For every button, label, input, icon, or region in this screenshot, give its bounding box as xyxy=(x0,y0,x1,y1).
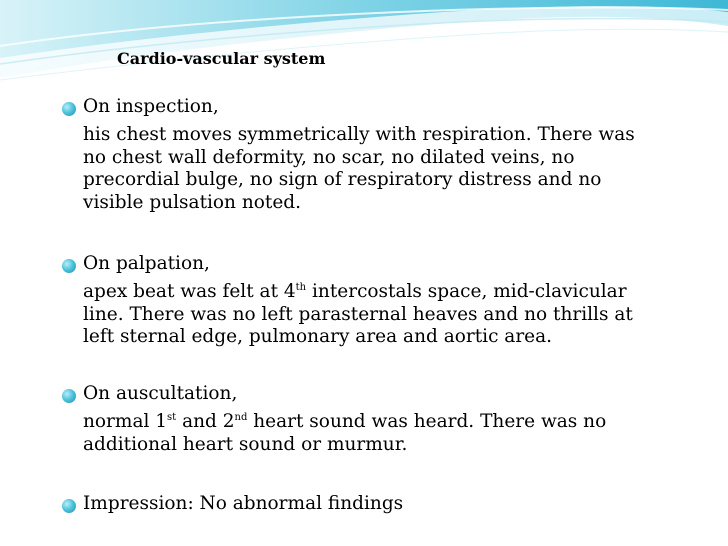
superscript: nd xyxy=(234,412,248,423)
bullet-body xyxy=(83,124,695,215)
bullet-heading: On auscultation, xyxy=(83,383,238,404)
bullet-dot-icon xyxy=(62,389,76,403)
superscript: th xyxy=(295,282,307,293)
superscript: st xyxy=(167,412,177,423)
bullet-body xyxy=(83,281,695,349)
bullet-line: his chest moves symmetrically with respiration. There was xyxy=(83,124,635,145)
bullet-line: additional heart sound or murmur. xyxy=(83,433,408,455)
slide-title: Cardio-vascular system xyxy=(117,49,326,68)
bullet-line: no chest wall deformity, no scar, no dilated veins, no xyxy=(83,146,575,168)
wave-header-decoration xyxy=(0,0,728,90)
bullet-heading: Impression: No abnormal findings xyxy=(83,493,404,514)
bullet-line: line. There was no left parasternal heaves and no thrills at xyxy=(83,303,633,325)
bullet-line: visible pulsation noted. xyxy=(83,192,302,214)
bullet-line: precordial bulge, no sign of respiratory distress and no xyxy=(83,169,602,191)
bullet-body xyxy=(83,411,695,456)
bullet-line: normal 1st and 2nd heart sound was heard. There was no xyxy=(83,411,607,432)
bullet-dot-icon xyxy=(62,102,76,116)
bullet-heading: On inspection, xyxy=(83,96,219,117)
bullet-dot-icon xyxy=(62,259,76,273)
bullet-line: left sternal edge, pulmonary area and aortic area. xyxy=(83,326,553,348)
bullet-heading: On palpation, xyxy=(83,253,210,274)
bullet-dot-icon xyxy=(62,499,76,513)
bullet-line: apex beat was felt at 4th intercostals space, mid-clavicular xyxy=(83,281,627,302)
